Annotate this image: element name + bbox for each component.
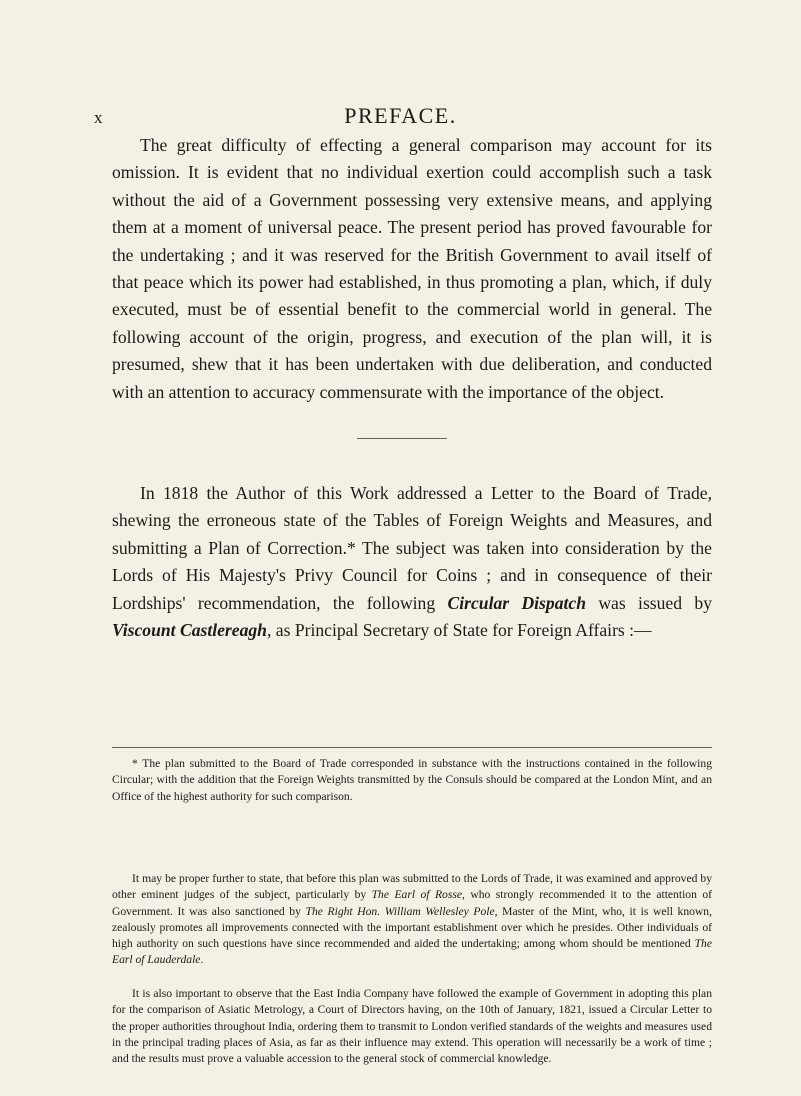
section-divider: [357, 438, 447, 439]
footnote-2-text-b: , who strongly recommended it to the attention of Government. It was also sanctioned by: [112, 888, 712, 918]
footnote-rule: [112, 747, 712, 748]
paragraph-1: The great difficulty of effecting a general comparison may account for its omission. It is evident that no individual exertion could accomplish such a task without the aid of a Government possessing very extensive means, and applying them at a moment of universal peace. The present period has proved favourable for the undertaking ; and it was reserved for the British Government to avail itself of that peace which its power had established, in thus promoting a plan, which, if duly executed, must be of essential benefit to the commercial world in general. The following account of the origin, progress, and execution of the plan will, it is presumed, shew that it has been undertaken with due deliberation, and conducted with an attention to accuracy commensurate with the importance of the object.: [112, 135, 712, 402]
castlereagh-emphasis: Viscount Castlereagh: [112, 620, 267, 641]
paragraph-2: [112, 480, 712, 644]
circular-dispatch-emphasis: Circular Dispatch: [447, 592, 586, 613]
footnote-1: * The plan submitted to the Board of Trade corresponded in substance with the instructions contained in the following Circular; with the addition that the Foreign Weights transmitted by the Consuls should be compared at the London Mint, and an Office of the highest authority for such comparison.: [112, 757, 712, 803]
earl-of-rosse: The Earl of Rosse: [371, 888, 463, 902]
page-number: x: [94, 108, 104, 127]
running-head: PREFACE.: [344, 103, 457, 128]
earl-of-lauderdale: The Earl of Lauderdale: [112, 937, 712, 967]
paragraph-2-text-a: In 1818 the Author of this Work addressed a Letter to the Board of Trade, shewing the erroneous state of the Tables of Foreign Weights and Measures, and submitting a Plan of Correction.* The subject was taken into consideration by the Lords of His Majesty's Privy Council for Coins ; and in consequence of their Lordships' recommendation, the following: [112, 483, 712, 613]
paragraph-2-text-c: , as Principal Secretary of State for Foreign Affairs :—: [266, 620, 652, 641]
footnote-2: [112, 871, 712, 969]
william-wellesley-pole: The Right Hon. William Wellesley Pole: [305, 904, 495, 918]
footnote-2-text-c: , Master of the Mint, who, it is well known, zealously promotes all improvements connected with the important establishment over which he presides. Other individuals of high authority on such questions have since recommended and aided the undertaking; among whom should be mentioned: [112, 904, 713, 951]
footnote-3: It is also important to observe that the East India Company have followed the example of Government in adopting this plan for the comparison of Asiatic Metrology, a Court of Directors having, on the 10th of January, 1821, issued a Circular Letter to the proper authorities throughout India, ordering them to transmit to London verified standards of the weights and measures used in the principal trading places of Asia, as far as their influence may extend. This operation will necessarily be a work of time ; and the results must prove a valuable accession to the general stock of commercial knowledge.: [112, 987, 712, 1066]
footnote-2-text-a: It may be proper further to state, that before this plan was submitted to the Lords of Trade, it was examined and approved by other eminent judges of the subject, particularly by: [112, 872, 712, 902]
paragraph-2-text-b: was issued by: [585, 592, 712, 613]
footnote-2-text-d: .: [200, 953, 204, 967]
